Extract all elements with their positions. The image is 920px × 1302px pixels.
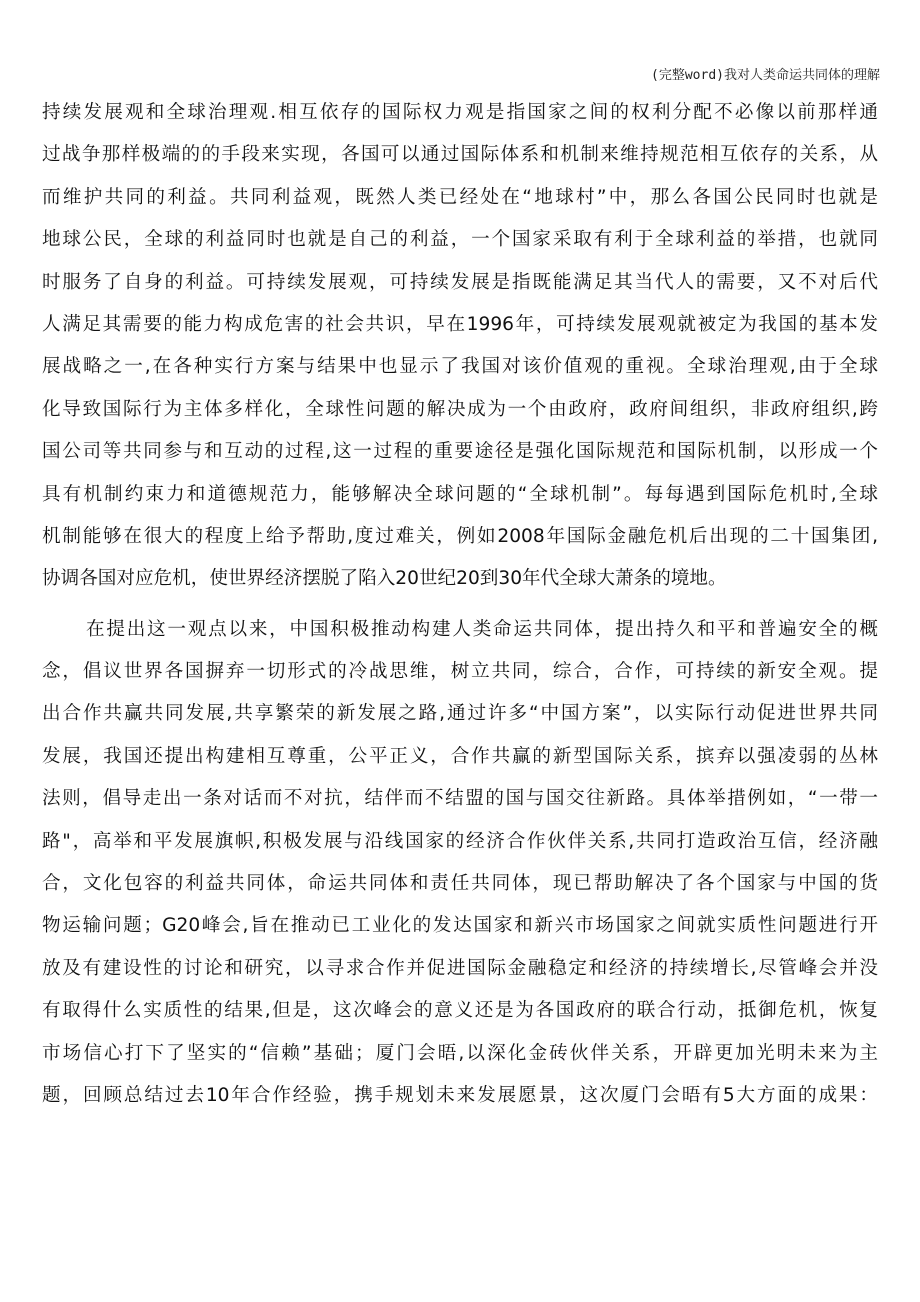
document-body (42, 92, 878, 1117)
text-line: 具有机制约束力和道德规范力，能够解决全球问题的“全球机制”。每每遇到国际危机时,全球 (42, 483, 878, 505)
paragraph-1 (42, 92, 878, 601)
running-header: (完整word)我对人类命运共同体的理解 (651, 68, 880, 83)
text-line: 有取得什么实质性的结果,但是，这次峰会的意义还是为各国政府的联合行动，抵御危机，恢复 (42, 1000, 878, 1022)
text-line: 人满足其需要的能力构成危害的社会共识，早在1996年，可持续发展观就被定为我国的基本发 (42, 313, 878, 335)
text-line: 题，回顾总结过去10年合作经验，携手规划未来发展愿景，这次厦门会晤有5大方面的成果： (42, 1084, 878, 1106)
text-line: 持续发展观和全球治理观.相互依存的国际权力观是指国家之间的权利分配不必像以前那样通 (42, 102, 878, 123)
paragraph-spacer (42, 601, 878, 609)
text-line: 放及有建设性的讨论和研究，以寻求合作并促进国际金融稳定和经济的持续增长,尽管峰会并没 (42, 957, 878, 979)
text-line: 合，文化包容的利益共同体，命运共同体和责任共同体，现已帮助解决了各个国家与中国的货 (42, 873, 878, 895)
text-line: 化导致国际行为主体多样化，全球性问题的解决成为一个由政府，政府间组织，非政府组织,跨 (42, 398, 878, 420)
text-line: 路"，高举和平发展旗帜,积极发展与沿线国家的经济合作伙伴关系,共同打造政治互信，经济融 (42, 830, 878, 852)
text-line: 过战争那样极端的的手段来实现，各国可以通过国际体系和机制来维持规范相互依存的关系，从 (42, 144, 878, 166)
text-line: 物运输问题；G20峰会,旨在推动已工业化的发达国家和新兴市场国家之间就实质性问题进行开 (42, 915, 878, 937)
text-line: 国公司等共同参与和互动的过程,这一过程的重要途径是强化国际规范和国际机制，以形成一个 (42, 441, 878, 463)
paragraph-2 (42, 609, 878, 1118)
text-line: 展战略之一,在各种实行方案与结果中也显示了我国对该价值观的重视。全球治理观,由于全球 (42, 356, 878, 378)
text-line: 市场信心打下了坚实的“信赖”基础；厦门会晤,以深化金砖伙伴关系，开辟更加光明未来为主 (42, 1042, 878, 1064)
text-line: 地球公民，全球的利益同时也就是自己的利益，一个国家采取有利于全球利益的举措，也就同 (42, 229, 878, 251)
text-line: 念，倡议世界各国摒弃一切形式的冷战思维，树立共同，综合，合作，可持续的新安全观。提 (42, 661, 878, 683)
text-line: 而维护共同的利益。共同利益观，既然人类已经处在“地球村”中，那么各国公民同时也就是 (42, 186, 878, 208)
text-line: 出合作共赢共同发展,共享繁荣的新发展之路,通过许多“中国方案”，以实际行动促进世界共同 (42, 703, 878, 725)
text-line: 发展，我国还提出构建相互尊重，公平正义，合作共赢的新型国际关系，摈弃以强凌弱的丛林 (42, 745, 878, 767)
text-line: 时服务了自身的利益。可持续发展观，可持续发展是指既能满足其当代人的需要，又不对后代 (42, 271, 878, 293)
text-line: 法则，倡导走出一条对话而不对抗，结伴而不结盟的国与国交往新路。具体举措例如，“一带一 (42, 788, 878, 810)
text-line: 协调各国对应危机，使世界经济摆脱了陷入20世纪20到30年代全球大萧条的境地。 (42, 568, 727, 590)
text-line: 机制能够在很大的程度上给予帮助,度过难关，例如2008年国际金融危机后出现的二十国集团, (42, 525, 878, 547)
text-line: 在提出这一观点以来，中国积极推动构建人类命运共同体，提出持久和平和普遍安全的概 (86, 618, 878, 640)
